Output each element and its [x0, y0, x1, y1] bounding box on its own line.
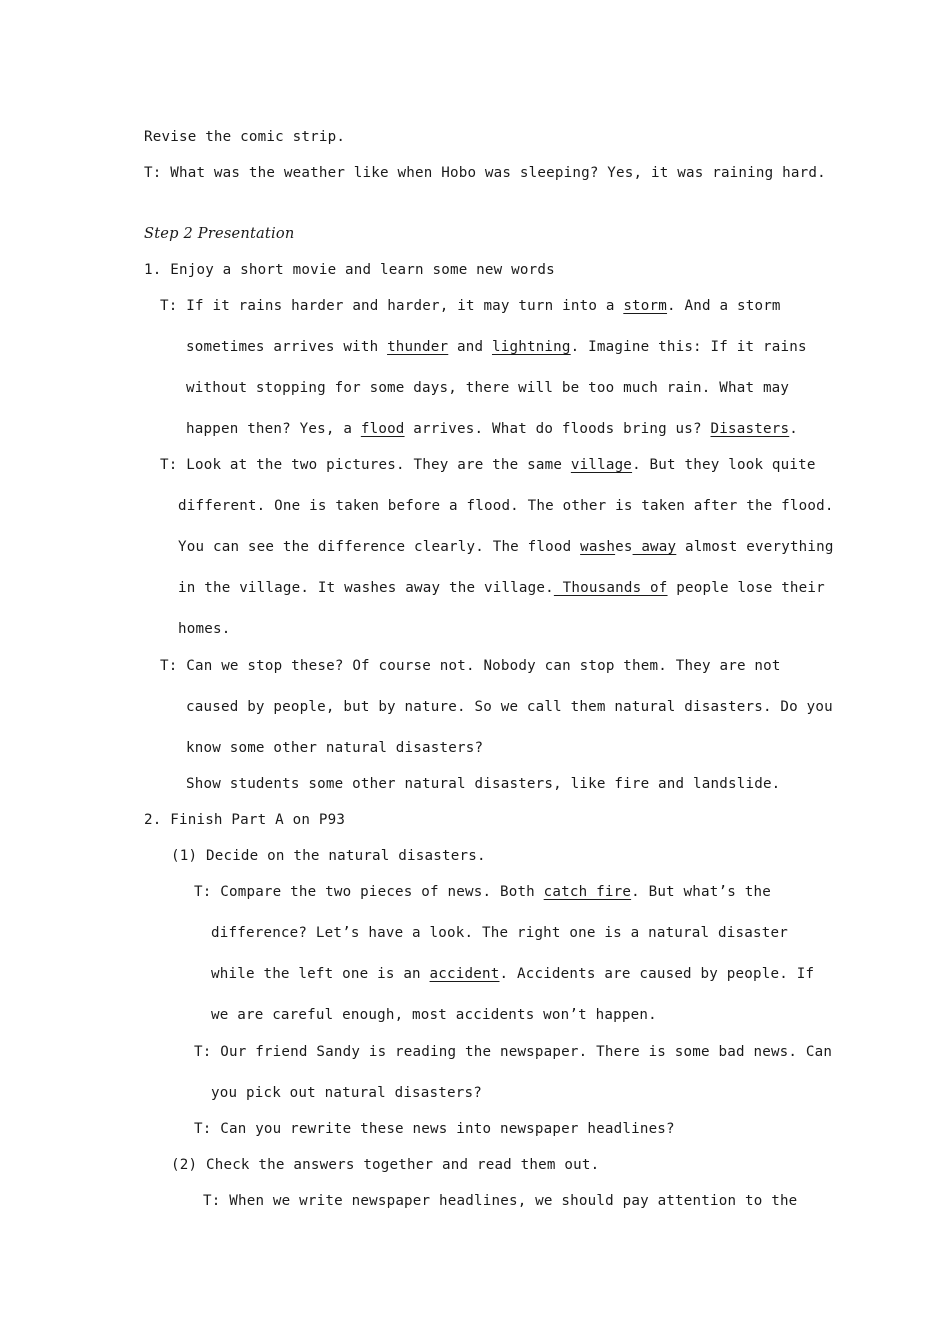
text-run: without stopping for some days, there will be too much rain. What may — [186, 380, 790, 396]
text-run: in the village. It washes away the village. — [178, 580, 554, 596]
text-run: T: Can we stop these? Of course not. Nobody can stop them. They are not — [160, 658, 781, 674]
text-line — [144, 127, 345, 147]
text-run: . But what’s the — [631, 884, 771, 900]
text-run: . But they look quite — [632, 457, 816, 473]
text-run: es — [615, 539, 633, 555]
text-line — [186, 697, 833, 717]
text-line — [211, 1083, 482, 1103]
text-run: caused by people, but by nature. So we call them natural disasters. Do you — [186, 699, 833, 715]
text-line — [160, 455, 816, 475]
text-line — [203, 1191, 797, 1211]
text-line — [171, 1155, 599, 1175]
text-run: T: Our friend Sandy is reading the newspaper. There is some bad news. Can — [194, 1044, 833, 1060]
text-line — [186, 337, 807, 357]
text-line — [178, 578, 825, 598]
text-line — [194, 882, 771, 902]
underlined-term: accident — [429, 966, 500, 982]
text-line — [211, 964, 814, 984]
text-run: T: Look at the two pictures. They are the same — [160, 457, 571, 473]
underlined-term: wash — [580, 539, 616, 555]
text-run: You can see the difference clearly. The flood — [178, 539, 581, 555]
text-run: 1. Enjoy a short movie and learn some new words — [144, 262, 555, 278]
text-run: (1) Decide on the natural disasters. — [171, 848, 486, 864]
section-heading — [144, 224, 294, 244]
text-run: Show students some other natural disasters, like fire and landslide. — [186, 776, 781, 792]
text-run: different. One is taken before a flood. The other is taken after the flood. — [178, 498, 834, 514]
text-run: . — [789, 421, 798, 437]
text-line — [178, 496, 834, 516]
text-line — [211, 923, 788, 943]
text-line — [160, 656, 781, 676]
text-run: T: If it rains harder and harder, it may turn into a — [160, 298, 624, 314]
text-run: . Imagine this: If it rains — [570, 339, 807, 355]
underlined-term: storm — [623, 298, 668, 314]
text-run: we are careful enough, most accidents won’t happen. — [211, 1007, 657, 1023]
text-run: people lose their — [667, 580, 825, 596]
text-run: 2. Finish Part A on P93 — [144, 812, 346, 828]
text-run: T: Can you rewrite these news into newspaper headlines? — [194, 1121, 675, 1137]
text-line — [178, 537, 834, 557]
text-run: Revise the comic strip. — [144, 129, 346, 145]
text-run: while the left one is an — [211, 966, 430, 982]
underlined-term: flood — [360, 421, 405, 437]
text-line — [186, 378, 789, 398]
underlined-term: village — [570, 457, 633, 473]
text-run: almost everything — [676, 539, 834, 555]
text-line — [160, 296, 781, 316]
underlined-term: thunder — [387, 339, 449, 355]
underlined-term: catch fire — [543, 884, 632, 900]
underlined-term: lightning — [491, 339, 571, 355]
text-run: T: What was the weather like when Hobo was sleeping? Yes, it was raining hard. — [144, 165, 826, 181]
text-line — [178, 619, 230, 639]
text-run: T: Compare the two pieces of news. Both — [194, 884, 544, 900]
text-line — [171, 846, 486, 866]
text-run: you pick out natural disasters? — [211, 1085, 482, 1101]
text-line — [144, 163, 826, 183]
text-run: T: When we write newspaper headlines, we should pay attention to the — [203, 1193, 798, 1209]
text-run: (2) Check the answers together and read them out. — [171, 1157, 600, 1173]
text-line — [194, 1119, 675, 1139]
text-run: difference? Let’s have a look. The right one is a natural disaster — [211, 925, 788, 941]
text-line — [144, 810, 345, 830]
text-run: Step 2 Presentation — [144, 225, 295, 242]
underlined-term: Disasters — [710, 421, 790, 437]
text-line — [211, 1005, 657, 1025]
text-line — [186, 774, 780, 794]
text-run: . And a storm — [667, 298, 781, 314]
text-run: . Accidents are caused by people. If — [499, 966, 815, 982]
text-run: happen then? Yes, a — [186, 421, 361, 437]
underlined-term: away — [632, 539, 677, 555]
text-line — [186, 419, 798, 439]
text-line — [194, 1042, 832, 1062]
text-run: homes. — [178, 621, 231, 637]
text-run: know some other natural disasters? — [186, 740, 484, 756]
text-run: sometimes arrives with — [186, 339, 388, 355]
text-run: arrives. What do floods bring us? — [404, 421, 711, 437]
underlined-term: Thousands of — [553, 580, 668, 596]
text-run: and — [448, 339, 492, 355]
text-line — [186, 738, 483, 758]
text-line — [144, 260, 555, 280]
